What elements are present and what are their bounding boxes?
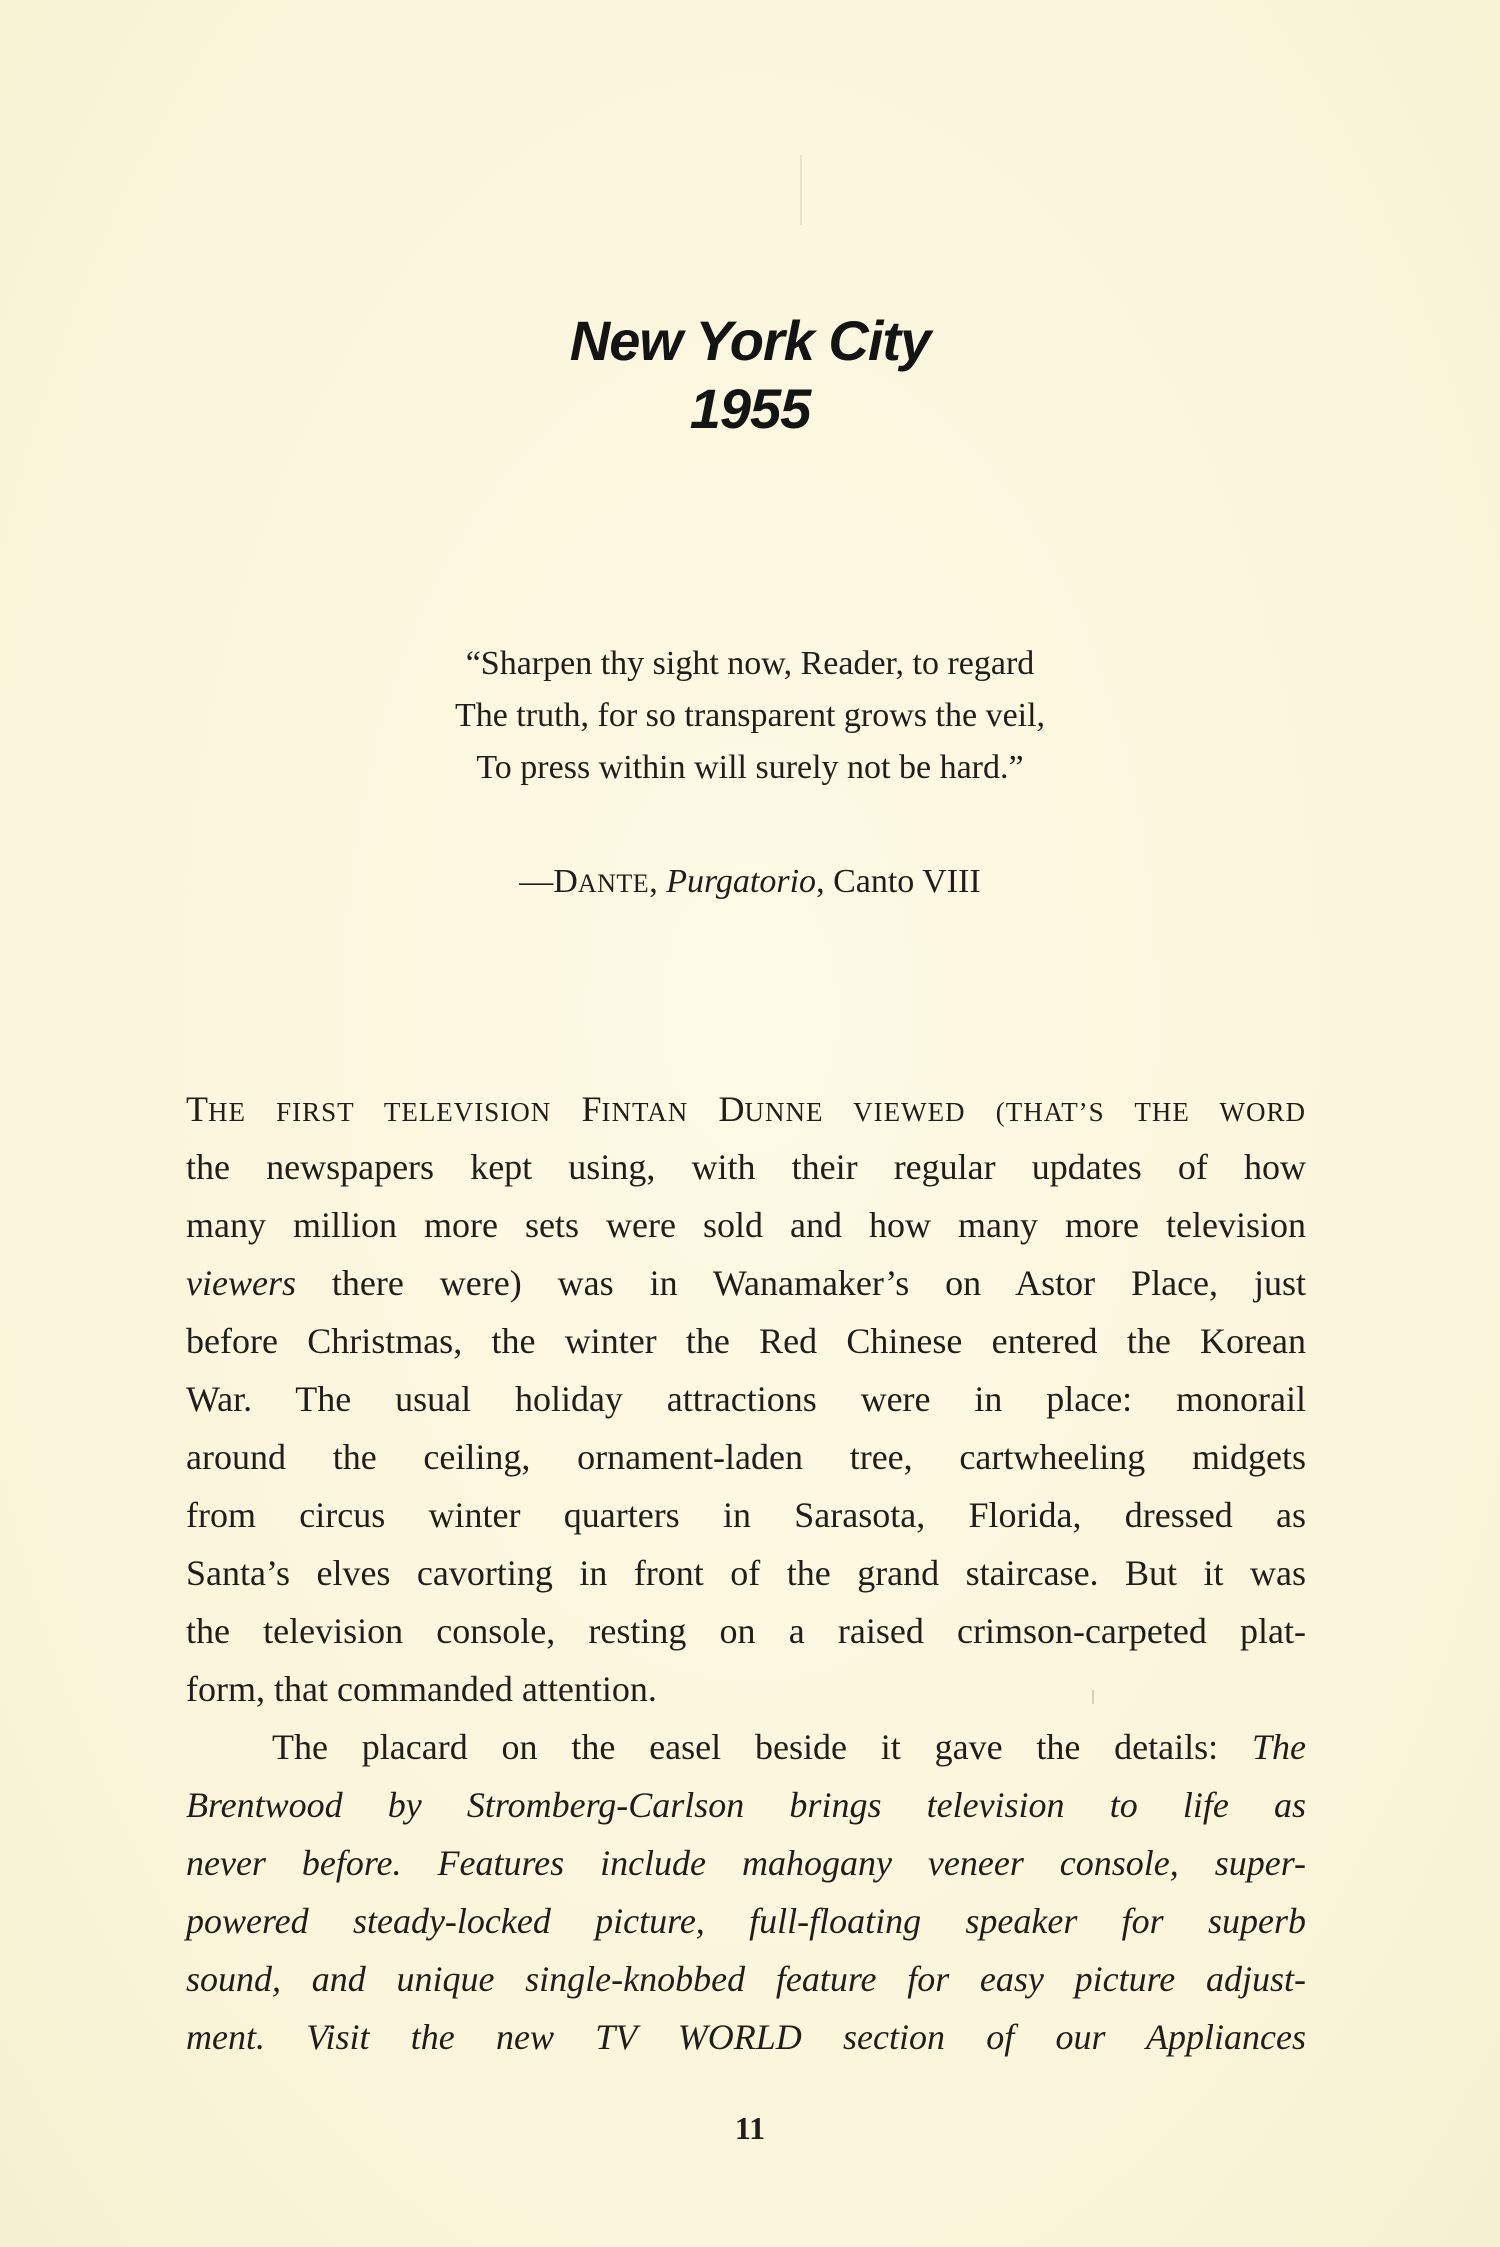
para2-line-1 — [186, 1718, 1306, 1776]
para2-line-1-italic: The — [1252, 1727, 1306, 1767]
opening-smallcaps-1: HE FIRST TELEVISION — [208, 1097, 582, 1127]
opening-cap-f: F — [581, 1089, 602, 1129]
para2-line-5 — [186, 1950, 1306, 2008]
para2-line-2 — [186, 1776, 1306, 1834]
body-line-3: many million more sets were sold and how many more television — [186, 1205, 1306, 1245]
attribution-author-rest: ANTE — [577, 869, 650, 898]
body-line-6: War. The usual holiday attractions were in place: monorail — [186, 1379, 1306, 1419]
body-line-4 — [186, 1254, 1306, 1312]
para2-line-1-roman: The placard on the easel beside it gave the details: — [272, 1727, 1252, 1767]
epigraph-line-1: “Sharpen thy sight now, Reader, to regard — [465, 645, 1035, 682]
epigraph-line-3: To press within will surely not be hard.” — [476, 749, 1024, 786]
page-number: 11 — [734, 2110, 766, 2146]
body-line-2: the newspapers kept using, with their regular updates of how — [186, 1147, 1306, 1187]
body-line-11: form, that commanded attention. — [186, 1669, 657, 1709]
scan-mark — [800, 155, 802, 225]
epigraph-line-2: The truth, for so transparent grows the veil, — [454, 697, 1046, 734]
para2-line-6 — [186, 2008, 1306, 2066]
para2-line-6-italic: ment. Visit the new TV WORLD section of our Appliances — [186, 2017, 1306, 2057]
para2-line-3-italic: never before. Features include mahogany veneer console, super- — [186, 1843, 1306, 1883]
opening-smallcaps-3: UNNE VIEWED (THAT’S THE WORD — [744, 1097, 1306, 1127]
scan-speck — [1092, 1690, 1094, 1704]
body-line-9: Santa’s elves cavorting in front of the grand staircase. But it was — [186, 1553, 1306, 1593]
para2-line-3 — [186, 1834, 1306, 1892]
attribution-comma-1: , — [649, 863, 667, 900]
attribution-section: Canto VIII — [833, 863, 981, 900]
body-line-10: the television console, resting on a raised crimson-carpeted plat- — [186, 1611, 1306, 1651]
opening-cap-t: T — [186, 1089, 208, 1129]
para2-line-4 — [186, 1892, 1306, 1950]
chapter-title-place: New York City — [569, 309, 931, 372]
attribution-work: Purgatorio — [666, 863, 817, 900]
viewers-italic: viewers — [186, 1263, 296, 1303]
attribution-author-initial: D — [553, 863, 578, 900]
opening-smallcaps-2: INTAN — [601, 1097, 719, 1127]
epigraph-attribution — [0, 856, 1500, 910]
body-line-8: from circus winter quarters in Sarasota, Florida, dressed as — [186, 1495, 1306, 1535]
epigraph-quote — [0, 638, 1500, 794]
chapter-title-year: 1955 — [689, 377, 811, 440]
para2-line-5-italic: sound, and unique single-knobbed feature for easy picture adjust- — [186, 1959, 1306, 1999]
body-line-4-rest: there were) was in Wanamaker’s on Astor Place, just — [295, 1263, 1306, 1303]
body-line-7: around the ceiling, ornament-laden tree, cartwheeling midgets — [186, 1437, 1306, 1477]
attribution-dash: — — [519, 863, 554, 900]
opening-line — [186, 1080, 1306, 1138]
opening-cap-d: D — [718, 1089, 745, 1129]
body-line-5: before Christmas, the winter the Red Chinese entered the Korean — [186, 1321, 1306, 1361]
para2-line-2-italic: Brentwood by Stromberg-Carlson brings television to life as — [186, 1785, 1306, 1825]
para2-line-4-italic: powered steady-locked picture, full-floating speaker for superb — [186, 1901, 1306, 1941]
attribution-comma-2: , — [816, 863, 834, 900]
